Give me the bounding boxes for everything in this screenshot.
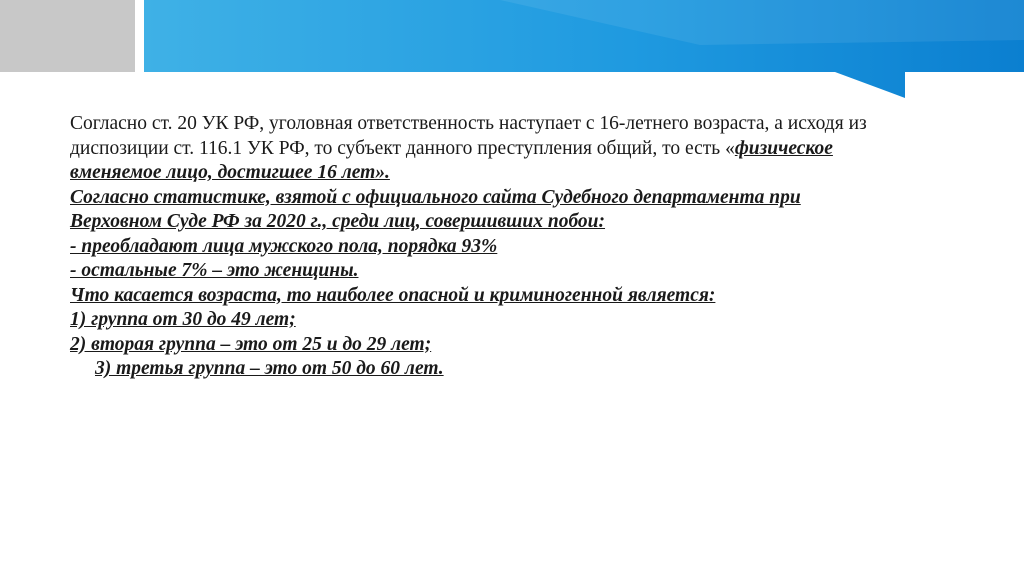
text-line-7: - остальные 7% – это женщины. <box>70 260 359 281</box>
emphasis-text: физическое <box>734 137 833 159</box>
text-line-10: 2) вторая группа – это от 25 и до 29 лет; <box>70 333 432 355</box>
text-line-2-prefix: диспозиции ст. 116.1 УК РФ, то субъект данного преступления общий, то есть « <box>70 137 735 159</box>
slide-text <box>70 112 950 382</box>
blue-header-banner <box>0 0 1024 100</box>
text-line-2 <box>70 137 950 162</box>
text-line-4: Согласно статистике, взятой с официального сайта Судебного департамента при <box>70 186 801 208</box>
text-line-8: Что касается возраста, то наиболее опасной и криминогенной является: <box>70 284 716 306</box>
text-line-9: 1) группа от 30 до 49 лет; <box>70 309 296 330</box>
text-line-11-wrap <box>70 357 950 382</box>
text-line-3: вменяемое лицо, достигшее 16 лет». <box>70 162 390 183</box>
text-line-6: - преобладают лица мужского пола, порядка 93% <box>70 235 498 257</box>
text-line-11: 3) третья группа – это от 50 до 60 лет. <box>95 358 444 379</box>
text-line-1: Согласно ст. 20 УК РФ, уголовная ответственность наступает с 16-летнего возраста, а исходя из <box>70 113 867 134</box>
text-line-5: Верховном Суде РФ за 2020 г., среди лиц, совершивших побои: <box>70 211 606 232</box>
